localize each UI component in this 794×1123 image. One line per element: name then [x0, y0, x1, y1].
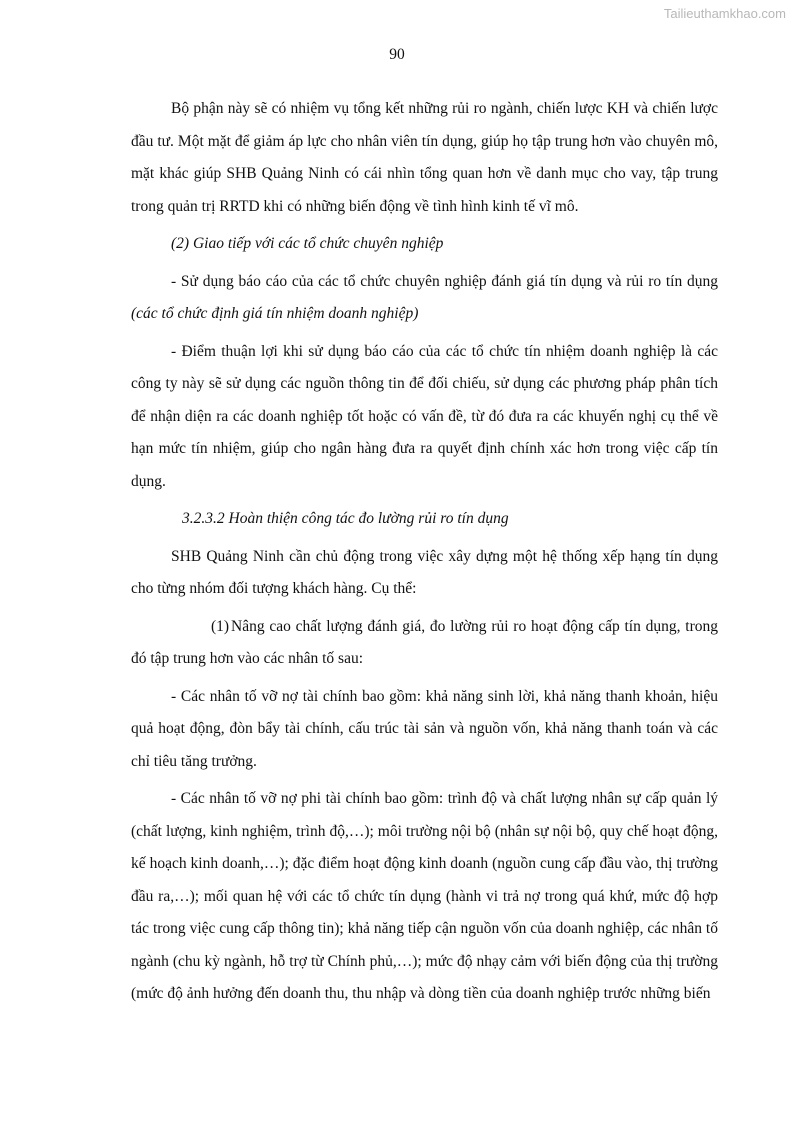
heading-section-3-2-3-2: 3.2.3.2 Hoàn thiện công tác đo lường rủi ro tín dụng — [182, 510, 509, 527]
watermark: Tailieuthamkhao.com — [663, 6, 786, 21]
page-number: 90 — [389, 46, 405, 63]
paragraph-financial-factors: - Các nhân tố vỡ nợ tài chính bao gồm: khả năng sinh lời, khả năng thanh khoản, hiệu quả hoạt động, đòn bẩy tài chính, cấu trúc tài sản và nguồn vốn, khả năng thanh toán và các chỉ tiêu tăng trưởng. — [131, 687, 718, 770]
paragraph-item-1 — [131, 611, 718, 676]
paragraph-rating-system: SHB Quảng Ninh cần chủ động trong việc xây dựng một hệ thống xếp hạng tín dụng cho từng nhóm đối tượng khách hàng. Cụ thể: — [131, 547, 718, 597]
paragraph-nonfinancial-factors: - Các nhân tố vỡ nợ phi tài chính bao gồm: trình độ và chất lượng nhân sự cấp quản lý (chất lượng, kinh nghiệm, trình độ,…); môi trường nội bộ (nhân sự nội bộ, quy chế hoạt động, kế hoạch kinh doanh,…); đặc điểm hoạt động kinh doanh (nguồn cung cấp đầu vào, thị trường đầu ra,…); mối quan hệ với các tổ chức tín dụng (hành vi trả nợ trong quá khứ, mức độ hợp tác trong việc cung cấp thông tin); khả năng tiếp cận nguồn vốn của doanh nghiệp, các nhân tố ngành (chu kỳ ngành, hỗ trợ từ Chính phủ,…); mức độ nhạy cảm với biến động của thị trường (mức độ ảnh hưởng đến doanh thu, thu nhập và dòng tiền của doanh nghiệp trước những biến — [131, 790, 718, 1002]
paragraph-risk-department: Bộ phận này sẽ có nhiệm vụ tổng kết những rủi ro ngành, chiến lược KH và chiến lược đầu tư. Một mặt để giảm áp lực cho nhân viên tín dụng, giúp họ tập trung hơn vào chuyên mô, mặt khác giúp SHB Quảng Ninh có cái nhìn tổng quan hơn về danh mục cho vay, tập trung trong quản trị RRTD khi có những biến động về tình hình kinh tế vĩ mô. — [131, 100, 718, 215]
heading-professional-orgs: (2) Giao tiếp với các tổ chức chuyên nghiệp — [171, 235, 444, 252]
document-body — [131, 93, 718, 1016]
item-1-number: (1) — [211, 617, 230, 635]
paragraph-use-reports — [131, 266, 718, 331]
item-1-text: Nâng cao chất lượng đánh giá, đo lường rủi ro hoạt động cấp tín dụng, trong đó tập trung hơn vào các nhân tố sau: — [131, 617, 718, 667]
paragraph-advantages: - Điểm thuận lợi khi sử dụng báo cáo của các tổ chức tín nhiệm doanh nghiệp là các công ty này sẽ sử dụng các nguồn thông tin để đối chiếu, sử dụng các phương pháp phân tích để nhận diện ra các doanh nghiệp tốt hoặc có vấn đề, từ đó đưa ra các khuyến nghị cụ thể về hạn mức tín nhiệm, giúp cho ngân hàng đưa ra quyết định chính xác hơn trong việc cấp tín dụng. — [131, 342, 718, 490]
paragraph-use-reports-italic: (các tổ chức định giá tín nhiệm doanh nghiệp) — [131, 305, 419, 322]
paragraph-use-reports-text: - Sử dụng báo cáo của các tổ chức chuyên nghiệp đánh giá tín dụng và rủi ro tín dụng — [171, 272, 718, 290]
